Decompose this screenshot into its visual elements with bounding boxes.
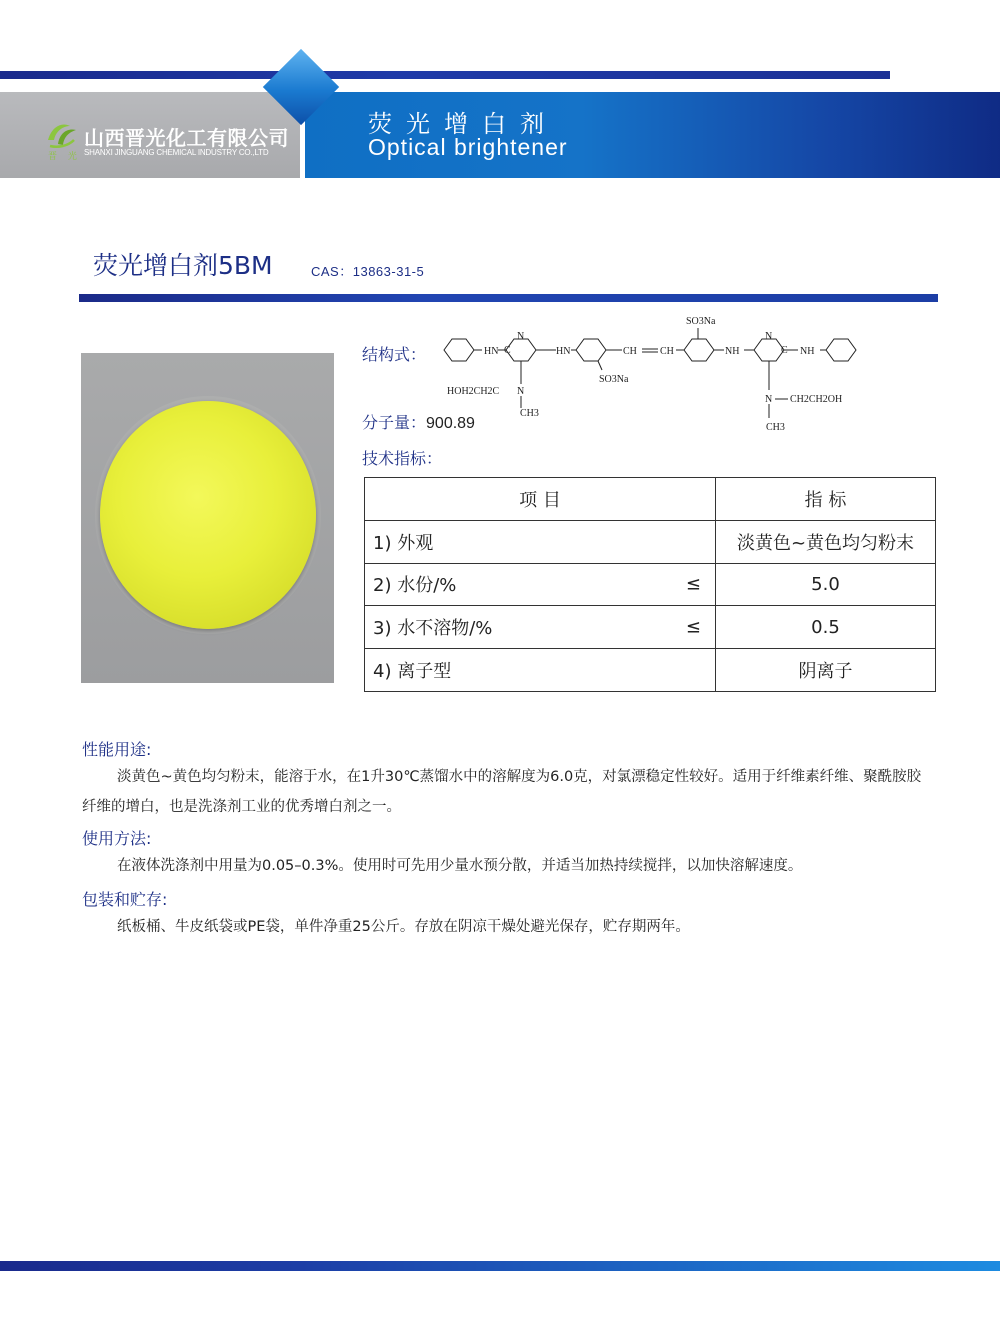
- spec-item-label: 3) 水不溶物/%: [373, 618, 493, 640]
- company-name-cn: 山西晋光化工有限公司: [84, 126, 289, 150]
- formula-ch-2: CH: [660, 346, 674, 357]
- structural-formula: [436, 312, 876, 436]
- spec-value: 阴离子: [716, 649, 936, 692]
- molecular-weight-value: 900.89: [426, 415, 475, 432]
- formula-n-right: N: [765, 394, 773, 405]
- header-top-rule: [0, 71, 890, 79]
- spec-item-label: 4) 离子型: [373, 661, 452, 683]
- formula-ch3-left: CH3: [520, 408, 539, 419]
- logo-subtitle: 晋 光: [48, 152, 81, 162]
- formula-so3na-bottom: SO3Na: [599, 374, 629, 385]
- formula-ch3-right: CH3: [766, 422, 785, 433]
- product-photo: [81, 353, 334, 683]
- table-row: [365, 520, 936, 563]
- spec-table-header: [365, 478, 936, 521]
- spec-header-value: 指 标: [716, 478, 936, 521]
- table-row: [365, 606, 936, 649]
- cas-number: CAS：13863-31-5: [311, 264, 425, 279]
- company-logo-icon: [44, 118, 78, 152]
- molecular-weight-label: 分子量：: [362, 413, 427, 432]
- spec-item: [365, 563, 716, 606]
- storage-text: 纸板桶、牛皮纸袋或PE袋，单件净重25公斤。存放在阴凉干燥处避光保存，贮存期两年。: [117, 919, 690, 935]
- formula-triazine-c-2: C: [781, 345, 788, 356]
- formula-hn-mid: HN: [556, 346, 571, 357]
- formula-n-left: N: [517, 386, 525, 397]
- formula-nh-far-right: NH: [800, 346, 815, 357]
- usage-heading: 性能用途:: [82, 740, 152, 759]
- storage-heading: 包装和贮存:: [82, 890, 168, 909]
- table-row: [365, 649, 936, 692]
- structure-label: 结构式：: [362, 345, 427, 364]
- tech-spec-label: 技术指标：: [362, 449, 443, 468]
- yellow-powder-icon: [100, 401, 316, 629]
- company-name-en: SHANXI JINGUANG CHEMICAL INDUSTRY CO.,LTD: [84, 148, 269, 157]
- header-title-en: Optical brightener: [368, 134, 568, 160]
- spec-value: 5.0: [716, 563, 936, 606]
- spec-operator: ≤: [685, 616, 701, 638]
- method-text: 在液体洗涤剂中用量为0.05–0.3%。使用时可先用少量水预分散，并适当加热持续搅拌，以加快溶解速度。: [117, 858, 803, 874]
- spec-item-label: 1) 外观: [373, 532, 434, 554]
- spec-item: [365, 606, 716, 649]
- formula-so3na-top: SO3Na: [686, 316, 716, 327]
- title-divider: [79, 294, 938, 302]
- footer-rule: [0, 1261, 1000, 1271]
- formula-ch2ch2oh: CH2CH2OH: [790, 394, 843, 405]
- table-row: [365, 563, 936, 606]
- spec-value: 淡黄色~黄色均匀粉末: [716, 520, 936, 563]
- formula-triazine-c-1: C: [504, 345, 511, 356]
- spec-item: [365, 520, 716, 563]
- formula-hn-left: HN: [484, 346, 499, 357]
- formula-nh-right: NH: [725, 346, 740, 357]
- spec-table: [364, 477, 936, 692]
- formula-triazine-n-2: N: [765, 331, 773, 342]
- formula-ch-1: CH: [623, 346, 637, 357]
- formula-hoh2ch2c: HOH2CH2C: [447, 386, 500, 397]
- header-title-cn: 荧光增白剂: [368, 110, 558, 138]
- method-heading: 使用方法:: [82, 829, 152, 848]
- product-title: 荧光增白剂5BM: [93, 251, 273, 280]
- usage-text: 淡黄色~黄色均匀粉末，能溶于水，在1升30℃蒸馏水中的溶解度为6.0克，对氯漂稳定性较好。适用于纤维素纤维、聚酰胺胶纤维的增白，也是洗涤剂工业的优秀增白剂之一。: [82, 769, 922, 815]
- spec-item: [365, 649, 716, 692]
- spec-item-label: 2) 水份/%: [373, 575, 457, 597]
- spec-value: 0.5: [716, 606, 936, 649]
- spec-operator: ≤: [685, 573, 701, 595]
- molecular-weight: [362, 410, 475, 433]
- spec-header-item: 项 目: [365, 478, 716, 521]
- formula-triazine-n-1: N: [517, 331, 525, 342]
